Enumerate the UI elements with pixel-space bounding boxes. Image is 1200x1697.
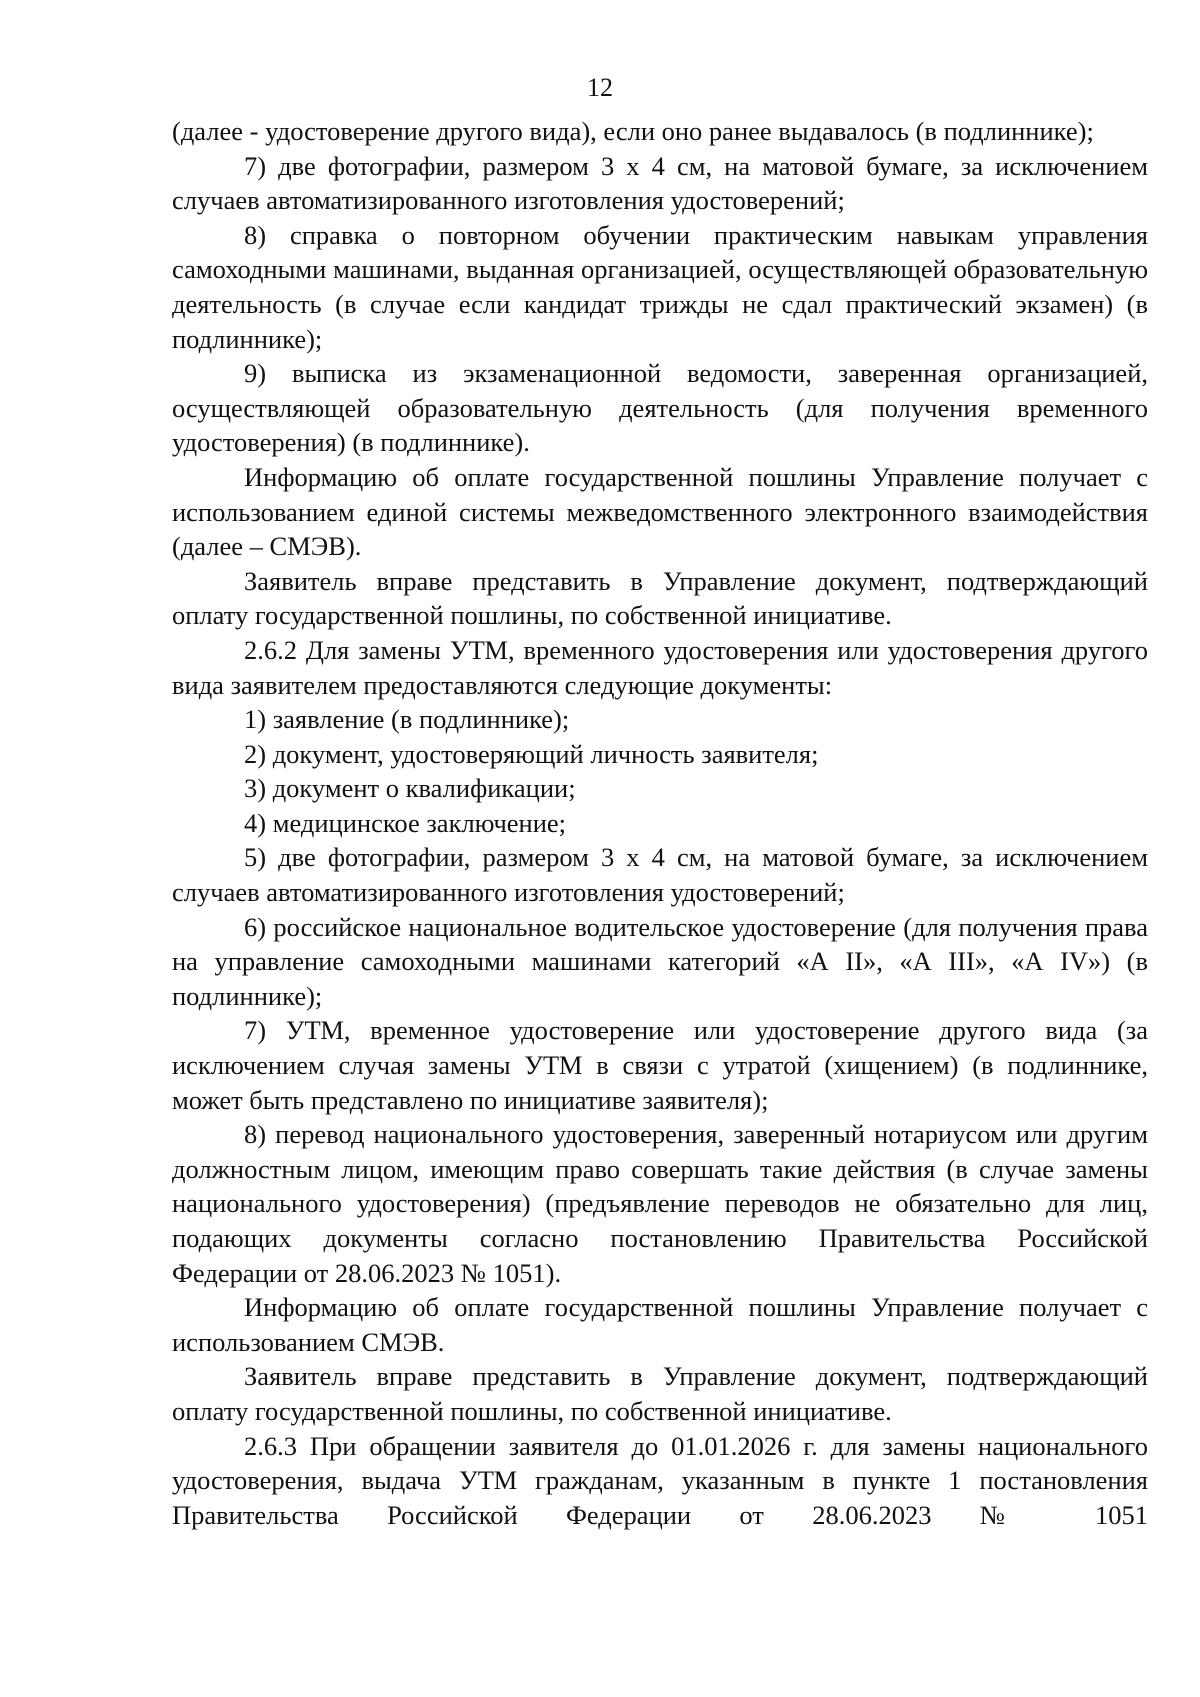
paragraph: Информацию об оплате государственной пошлины Управление получает с использованием СМЭВ. <box>172 1292 1148 1357</box>
paragraph: (далее - удостоверение другого вида), если оно ранее выдавалось (в подлиннике); <box>172 116 1094 146</box>
paragraph: 8) справка о повторном обучении практическим навыкам управления самоходными машинами, выданная организацией, осуществляющей образовательную деятельность (в случае если кандидат трижды не сдал практический экзамен) (в подлиннике); <box>172 219 1148 354</box>
paragraph: Информацию об оплате государственной пошлины Управление получает с использованием единой системы межведомственного электронного взаимодействия (далее – СМЭВ). <box>172 461 1148 562</box>
list-item: 3) документ о квалификации; <box>244 773 576 804</box>
list-item: 6) российское национальное водительское удостоверение (для получения права на управление самоходными машинами категорий «А II», «А III», «А IV») (в подлиннике); <box>172 911 1148 1011</box>
document-body <box>172 114 1148 1532</box>
page-number: 12 <box>587 73 613 102</box>
paragraph: 9) выписка из экзаменационной ведомости, заверенная организацией, осуществляющей образовательную деятельность (для получения временного удостоверения) (в подлиннике). <box>172 358 1148 458</box>
paragraph: Заявитель вправе представить в Управление документ, подтверждающий оплату государственной пошлины, по собственной инициативе. <box>172 565 1148 631</box>
list-item: 5) две фотографии, размером 3 х 4 см, на матовой бумаге, за исключением случаев автоматизированного изготовления удостоверений; <box>172 842 1148 908</box>
paragraph: 2.6.2 Для замены УТМ, временного удостоверения или удостоверения другого вида заявителем предоставляются следующие документы: <box>172 634 1148 700</box>
paragraph: Заявитель вправе представить в Управление документ, подтверждающий оплату государственной пошлины, по собственной инициативе. <box>172 1361 1148 1426</box>
list-item: 4) медицинское заключение; <box>244 807 567 838</box>
list-item: 8) перевод национального удостоверения, заверенный нотариусом или другим должностным лицом, имеющим право совершать такие действия (в случае замены национального удостоверения) (предъявление переводов не обязательно для лиц, подающих документы согласно постановлению Правительства Российской Федерации от 28.06.2023 № 1051). <box>172 1119 1148 1288</box>
list-item: 7) УТМ, временное удостоверение или удостоверение другого вида (за исключением случая замены УТМ в связи с утратой (хищением) (в подлиннике, может быть представлено по инициативе заявителя); <box>172 1015 1148 1115</box>
list-item: 2) документ, удостоверяющий личность заявителя; <box>244 738 819 769</box>
paragraph: 7) две фотографии, размером 3 х 4 см, на матовой бумаге, за исключением случаев автоматизированного изготовления удостоверений; <box>172 150 1148 216</box>
list-item: 1) заявление (в подлиннике); <box>244 704 570 735</box>
paragraph: 2.6.3 При обращении заявителя до 01.01.2026 г. для замены национального удостоверения, выдача УТМ гражданам, указанным в пункте 1 постановления Правительства Российской Федерации от 28.06.2023 № 1051 <box>172 1430 1148 1530</box>
